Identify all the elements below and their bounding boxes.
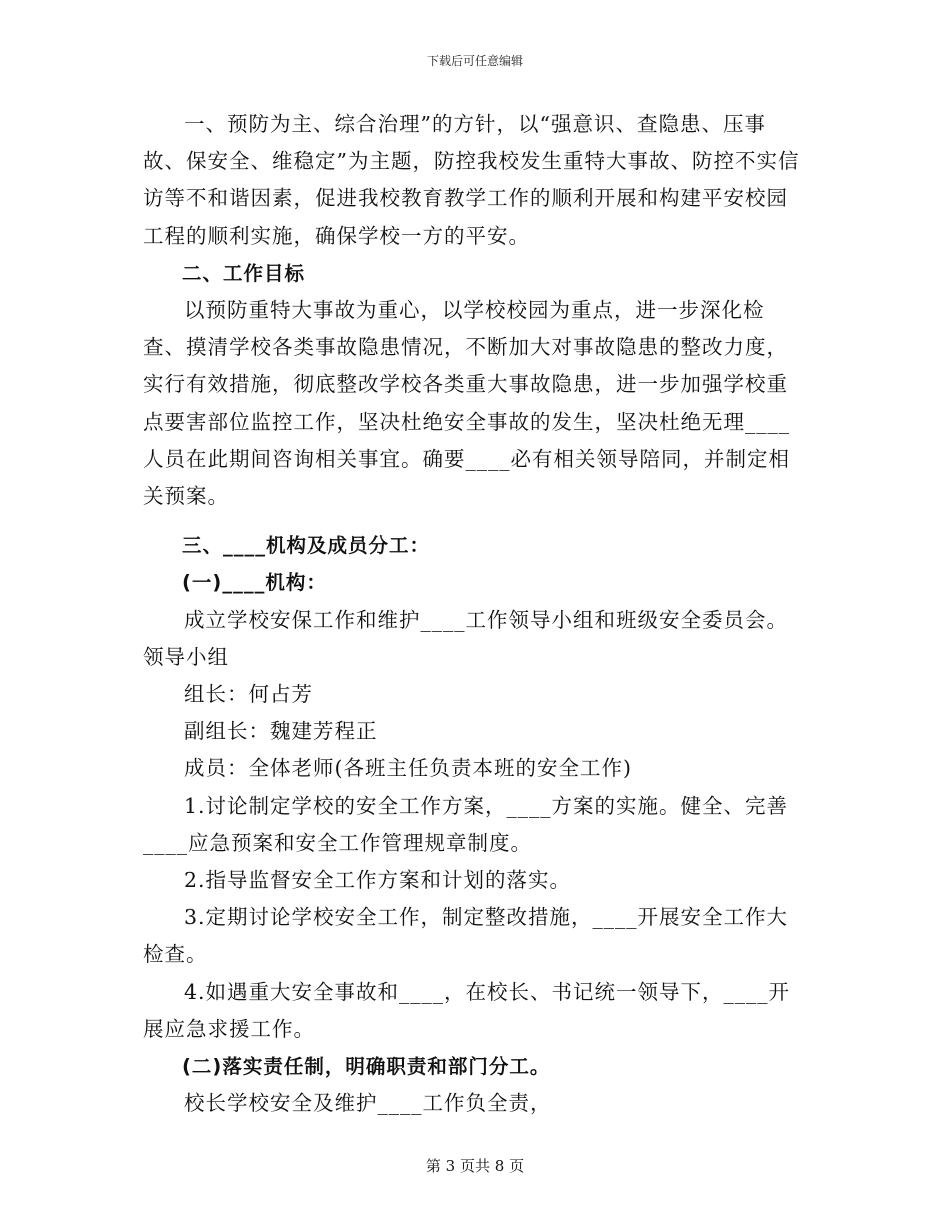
page-header: 下载后可任意编辑 bbox=[426, 54, 523, 68]
members: 成员：全体老师(各班主任负责本班的安全工作) bbox=[184, 756, 632, 781]
section-gap bbox=[143, 515, 807, 527]
duty-item-3: 3.定期讨论学校安全工作，制定整改措施，____开展安全工作大检查。 bbox=[143, 905, 789, 967]
group-leader: 组长：何占芳 bbox=[184, 682, 313, 707]
deputy-leader: 副组长：魏建芳程正 bbox=[184, 719, 378, 744]
document-body bbox=[143, 106, 807, 1122]
paragraph-principal-responsibility: 校长学校安全及维护____工作负全责， bbox=[184, 1091, 552, 1116]
duty-item-4: 4.如遇重大安全事故和____，在校长、书记统一领导下，____开展应急求援工作。 bbox=[143, 979, 791, 1041]
page-footer: 第 3 页共 8 页 bbox=[425, 1157, 525, 1175]
heading-work-goal: 二、工作目标 bbox=[182, 261, 306, 285]
paragraph-establish-group: 成立学校安保工作和维护____工作领导小组和班级安全委员会。领导小组 bbox=[143, 607, 788, 669]
duty-item-1: 1.讨论制定学校的安全工作方案，____方案的实施。健全、完善____应急预案和安全工作管理规章制度。 bbox=[143, 793, 789, 855]
heading-subsection-two: (二)落实责任制，明确职责和部门分工。 bbox=[182, 1055, 551, 1079]
duty-item-2: 2.指导监督安全工作方案和计划的落实。 bbox=[184, 868, 572, 893]
heading-subsection-one: (一)____机构： bbox=[182, 571, 327, 595]
heading-organization: 三、____机构及成员分工： bbox=[182, 534, 431, 558]
paragraph-work-goal: 以预防重特大事故为重心，以学校校园为重点，进一步深化检查、摸清学校各类事故隐患情况，不断加大对事故隐患的整改力度，实行有效措施，彻底整改学校各类重大事故隐患，进一步加强学校重点要害部位监控工作，坚决杜绝安全事故的发生，坚决杜绝无理____人员在此期间咨询相关事宜。确要____必有相关领导陪同，并制定相关预案。 bbox=[143, 298, 790, 509]
paragraph-principle: 一、预防为主、综合治理”的方针，以“强意识、查隐患、压事故、保安全、维稳定”为主题，防控我校发生重特大事故、防控不实信访等不和谐因素，促进我校教育教学工作的顺利开展和构建平安校园工程的顺利实施，确保学校一方的平安。 bbox=[143, 112, 800, 248]
